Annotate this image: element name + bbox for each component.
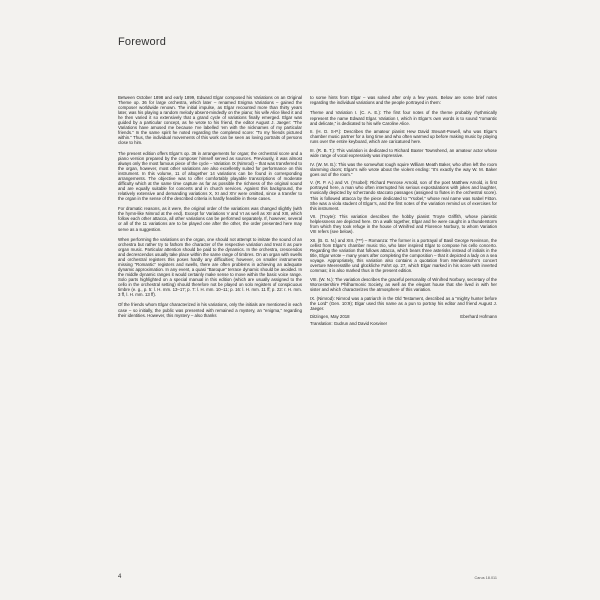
page-number: 4: [118, 574, 122, 580]
paragraph: Between October 1898 and early 1899, Edward Elgar composed his Variations on an Original Theme op. 36 for large orchestra, which later – renamed Enigma Variations – gained the composer worldwide renown. The initial impulse, as Elgar recounted more than thirty years later, was his playing a random melody absent-mindedly on the piano; his wife Alice liked it and he then varied it so extensively that a grand cycle of variations finally emerged. Elgar was guided by a particular concept, as he wrote to his friend, the editor August J. Jaeger: “The Variations have amused me because I’ve labelled ’em with the nicknames of my particular friends.” In the same spirit he noted regarding the completed score: “To my friends pictured within.” Thus, the individual movements of this work can be seen as loving portraits of persons close to him.: [118, 95, 302, 146]
catalog-number: Carus 18.011: [474, 576, 497, 580]
variation-note: VIII. (W. N.): The variation describes the graceful personality of Winifred Norbury, secretary of the Worcestershire Philharmonic Society, as well as the elegant house that she lived in with her sister and which characterizes the atmosphere of this variation.: [310, 276, 497, 293]
place-date: Ditzingen, May 2018: [310, 314, 350, 320]
variation-note: XII. (B. G. N.) and XIII. (***) – Romanza: The former is a portrayal of Basil George Nevinson, the cellist from Elgar’s chamber music trio, who later inspired Elgar to compose his cello concerto. Regarding the variation that follows attacca, which bears three asterisks instead of initials in the title, Elgar wrote – many years after completing the composition – that it depicted a lady on a sea voyage. Appropriately, this variation also contains a quotation from Mendelssohn’s concert overture Meeresstille und glückliche Fahrt op. 27, which Elgar marked in his score with inverted commas; it is also marked thus in the present edition.: [310, 238, 497, 274]
paragraph: The present edition offers Elgar’s op. 36 in arrangements for organ; the orchestral score and a piano version prepared by the composer himself served as sources. Previously, it was almost always only the most famous piece of the cycle – Variation IX (Nimrod) – that was transferred to the organ, however, most other variations are also excellently suited for performance on this instrument. In this volume, 11 of altogether 14 variations can be found in corresponding arrangements. The objective was to offer comfortably playable transcriptions of moderate difficulty which at the same time capture as far as possible the richness of the original sound and are equally suitable for concerts and in church services. Against this background, the relatively extensive and demanding variations X, XI and XIV were omitted, since a transfer to the organ in the sense of the described criteria is hardly feasible in these cases.: [118, 150, 302, 202]
variation-note: II. (H. D. S-P.): Describes the amateur pianist Hew David Steuart-Powell, who was Elgar’s chamber music partner for a long time and who often warmed up before making music by playing runs over the entire keyboard, which are caricatured here.: [310, 129, 497, 145]
variation-note: IV. (W. M. B.): This was the somewhat rough squire William Meath Baker, who often left the room slamming doors; Elgar’s wife wrote about the violent ending: “It’s exactly the way W. M. Baker goes out of the room.”: [310, 161, 497, 177]
translation-credit: Translation: Gudrun and David Kosviner: [310, 320, 388, 326]
variation-note: Theme and Variation I. (C. A. E.): The first four notes of the theme probably rhythmically represent the name Edward Elgar. Variation I, which in Elgar’s own words is to sound “romantic and delicate,” is dedicated to his wife Caroline Alice.: [310, 110, 497, 126]
left-column: [118, 95, 302, 323]
right-column: [310, 95, 497, 326]
variation-note: VII. (Troyte): This variation describes the hobby pianist Troyte Griffith, whose pianistic helplessness are depicted here. On a walk together, Elgar and he were caught in a thunderstorm from which they took refuge in the house of Winifred and Florence Norbury, to whom Variation VIII refers (see below).: [310, 214, 497, 235]
paragraph: to some hints from Elgar – was solved after only a few years. Below are some brief notes regarding the individual variations and the people portrayed in them:: [310, 95, 497, 106]
author-name: Eberhard Hofmann: [460, 314, 497, 320]
paragraph: For dramatic reasons, as it were, the original order of the variations was changed slightly (with the hymn-like Nimrod at the end). Except for Variations V and VI as well as XII and XIII, which follow each other attacca, all other variations can be performed separately. If, however, several or all of the 11 variations are to be played one after the other, the order presented here may serve as a suggestion.: [118, 206, 302, 232]
variation-note: V. (R. P. A.) and VI. (Ysobel): Richard Penrose Arnold, son of the poet Matthew Arnold, is first portrayed here, a man who often interrupted his serious expostulations with jokes and laughter, musically depicted by scherzando staccato passages (assigned to flutes in the orchestral score). This is followed attacca by the piece dedicated to “Ysobel,” whose real name was Isabel Fitton. She was a viola student of Elgar’s, and the first notes of the variation remind us of exercises for this instrument.: [310, 180, 497, 211]
variation-note: IX. (Nimrod): Nimrod was a patriarch in the Old Testament, described as a “mighty hunter before the Lord” (Gen. 10:9); Elgar used this name as a pun to portray his editor and friend August J. Jaeger.: [310, 295, 497, 311]
paragraph: Of the friends whom Elgar characterized in his variations, only the initials are mentioned in each case – so initially, the public was presented with remained a mystery, an “enigma,” regarding their identities. However, this mystery – also thanks: [118, 302, 302, 318]
signature: [310, 314, 497, 319]
paragraph: When performing the variations on the organ, one should not attempt to imitate the sound of an orchestra but rather try to fathom the character of the respective variation and treat it as pure organ music. Particular attention should be paid to the dynamics. In the orchestra, crescendos and decrescendos usually take place within the same range of timbres. On an organ with swells and orchestral registers this poses hardly any difficulties; however, on smaller instruments missing “Romantic” registers and swells, there are often problems in achieving an adequate dynamic approximation. In any event, a quasi “Baroque” terrace dynamic should be avoided. In the middle dynamic ranges it would certainly make sense to move within the basic voice range. Solo parts highlighted on a special manual in this edition (which are usually assigned to the cello in the orchestral setting) should therefore not be played on solo registers of conspicuous timbre (e. g., p. 5: l. H. mm. 13–17; p. 7: l. H. mm. 10–11; p. 16: l. H. mm. 11 ff; p. 22: r. H. mm. 3 ff, l. H. mm. 13 ff).: [118, 236, 302, 298]
variation-note: III. (R. B. T.): This variation is dedicated to Richard Baxter Townshend, an amateur actor whose wide range of vocal expressivity was impressive.: [310, 147, 497, 158]
page-title: Foreword: [118, 36, 167, 48]
